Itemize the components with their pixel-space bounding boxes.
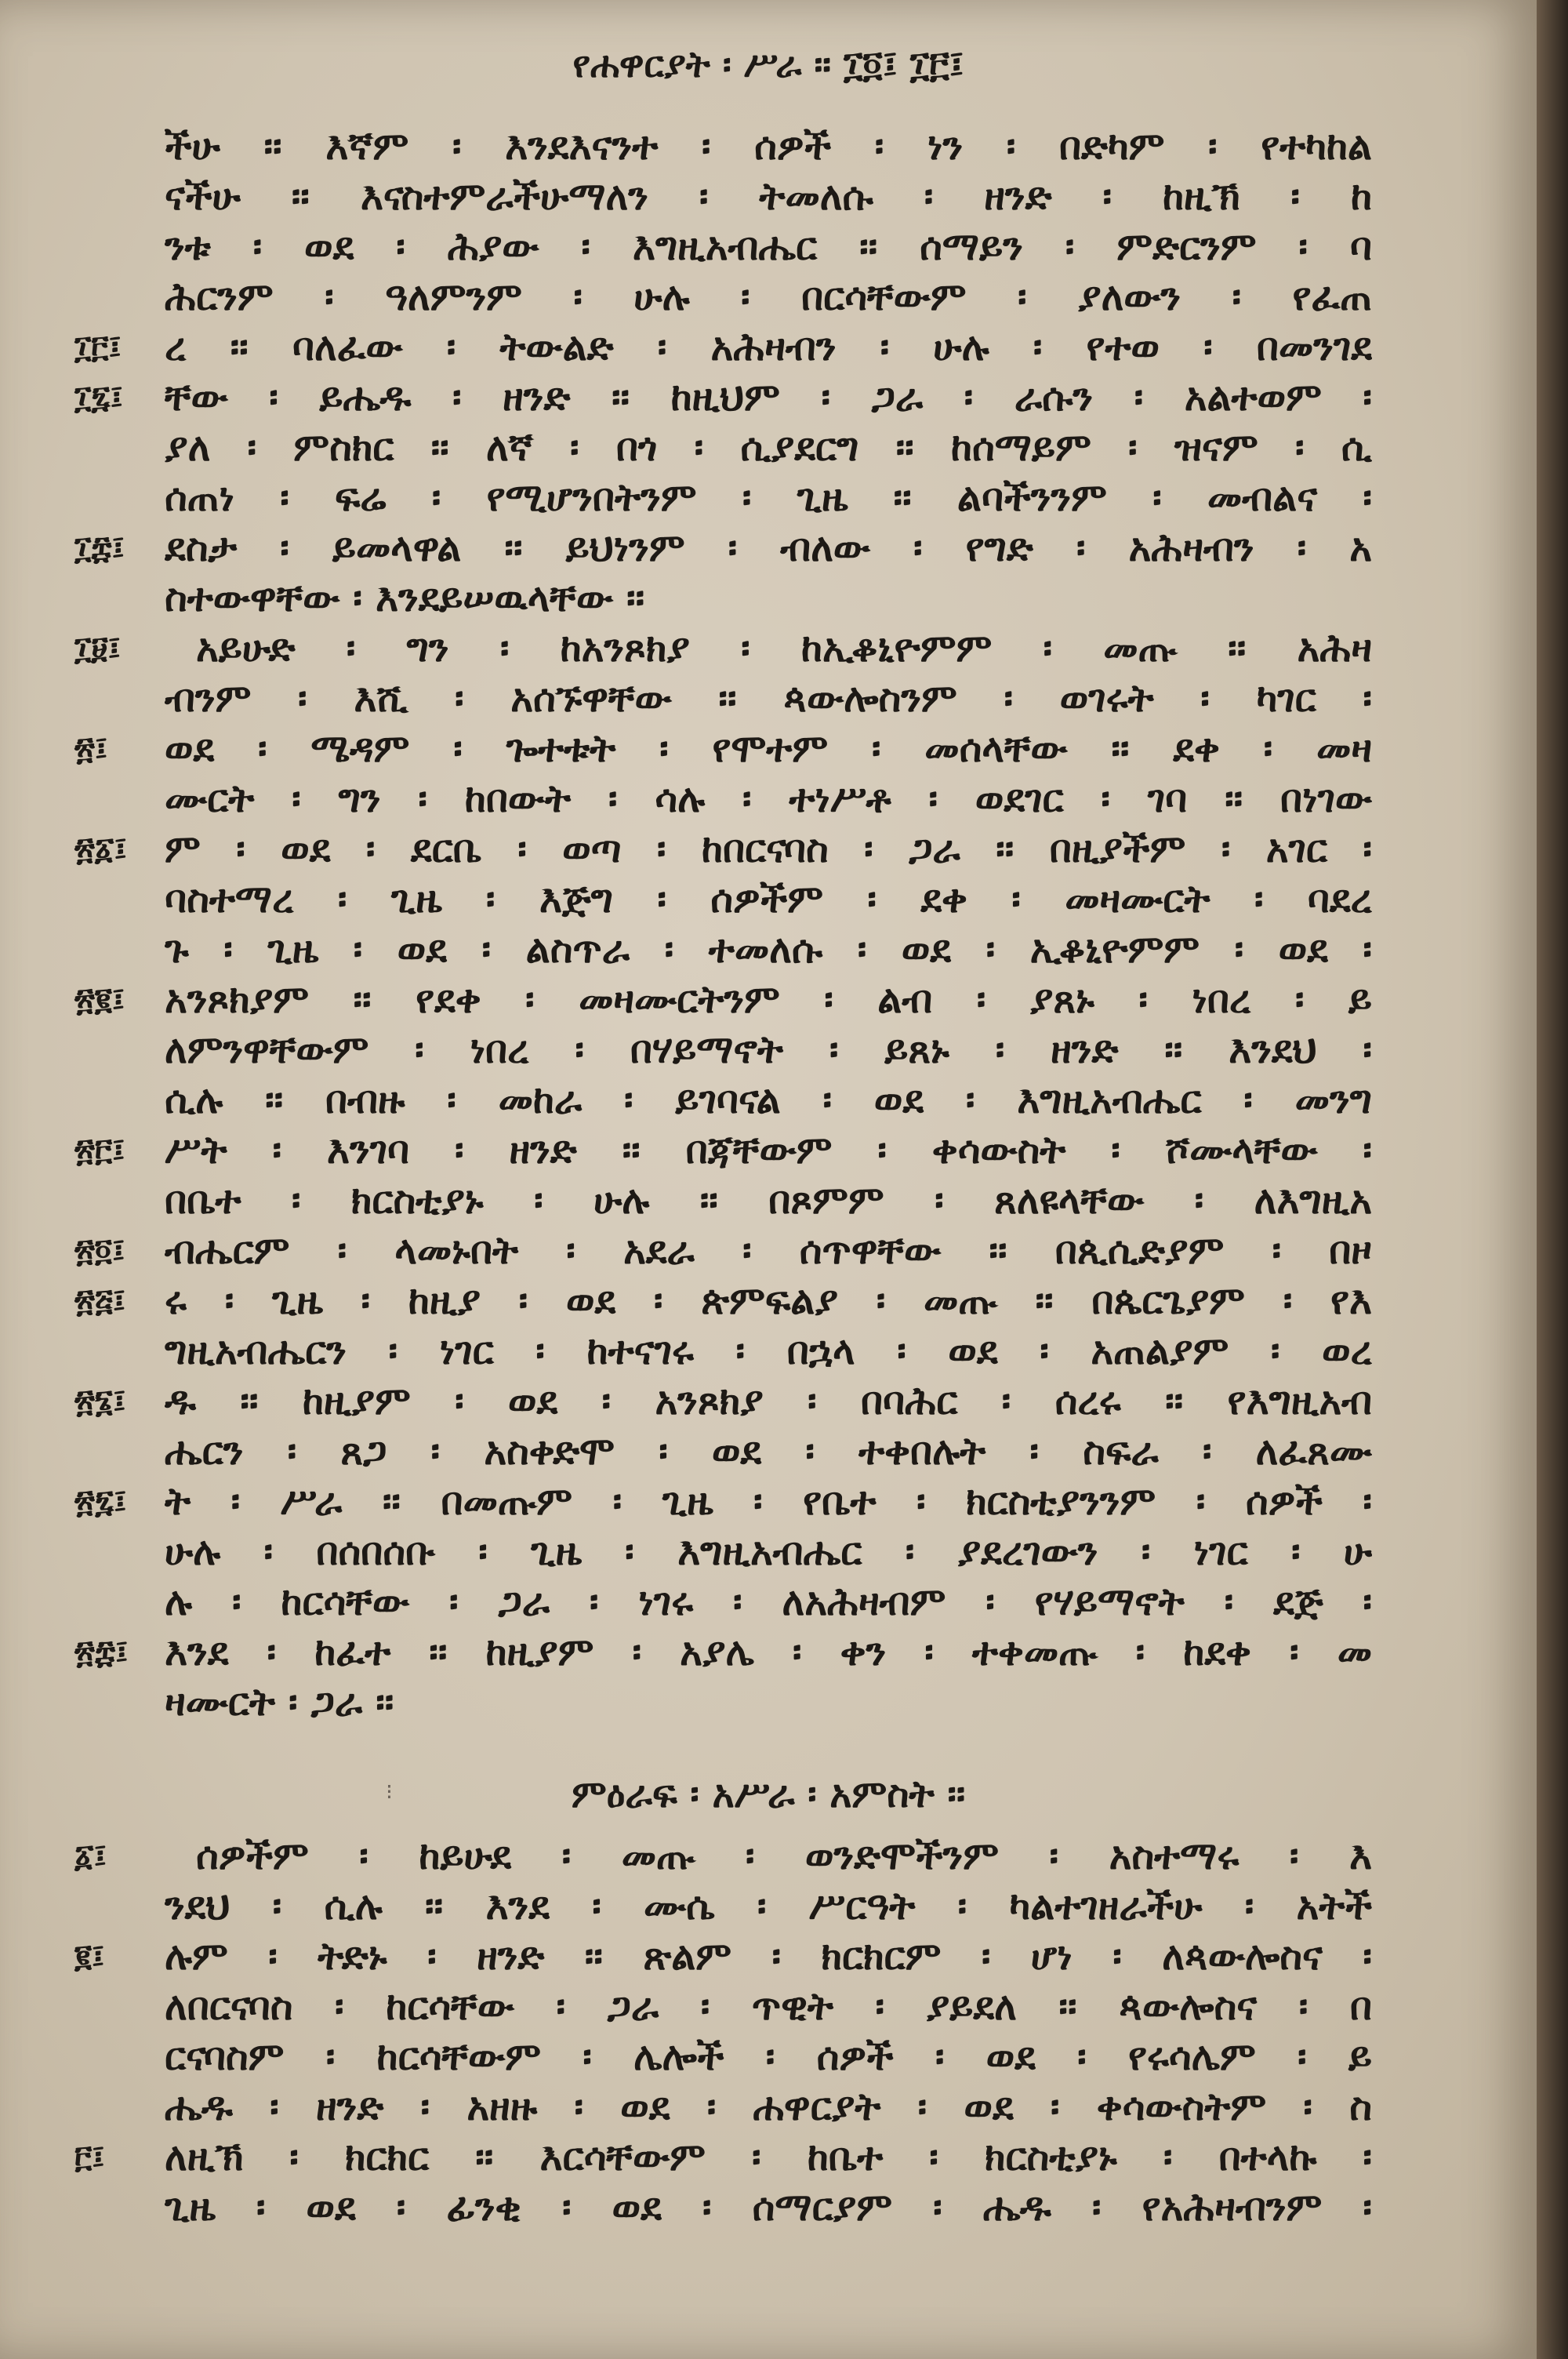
running-header: የሐዋርያት ፡ ሥራ ። ፲፬፤ ፲፫፤ — [572, 43, 964, 85]
text-line: ዱ ፡፡ ከዚያም ፡ ወደ ፡ አንጾክያ ፡ በባሕር ፡ ሰረሩ ፡፡ የእግዚአብ — [165, 1379, 1372, 1423]
text-line: ሥት ፡ እንገባ ፡ ዘንድ ፡፡ በጃቸውም ፡ ቀሳውስት ፡ ሾሙላቸው ፡ — [165, 1128, 1372, 1172]
verse-number: ፲፫፤ — [74, 329, 122, 365]
text-line: አንጾክያም ፡፡ የደቀ ፡ መዛሙርትንም ፡ ልብ ፡ ያጸኑ ፡ ነበረ ፡ ይ — [165, 977, 1372, 1022]
text-line: ለበርናባስ ፡ ከርሳቸው ፡ ጋራ ፡ ጥዊት ፡ ያይደለ ፡፡ ጳውሎስና ፡ በ — [165, 1984, 1372, 2029]
text-line: ት ፡ ሥራ ፡፡ በመጡም ፡ ጊዜ ፡ የቤተ ፡ ክርስቲያንንም ፡ ሰዎች ፡ — [165, 1479, 1372, 1524]
text-line: ጊዜ ፡ ወደ ፡ ፊንቂ ፡ ወደ ፡ ሰማርያም ፡ ሔዱ ፡ የአሕዛብንም ፡ — [165, 2185, 1372, 2230]
verse-number: ፳፪፤ — [74, 982, 125, 1018]
text-line: ረ ፡፡ ባለፈው ፡ ትውልድ ፡ አሕዛብን ፡ ሁሉ ፡ የተወ ፡ በመንገደ — [165, 325, 1372, 369]
text-line: ሉም ፡ ትድኑ ፡ ዘንድ ፡፡ ጽልም ፡ ክርክርም ፡ ሆነ ፡ ለጳውሎስና ፡ — [165, 1934, 1372, 1979]
text-line: ብሔርም ፡ ላመኑበት ፡ አደራ ፡ ሰጥዋቸው ፡፡ በጲሲድያም ፡ በዞ — [165, 1228, 1372, 1273]
verse-number: ፫፤ — [74, 2139, 105, 2175]
verse-number: ፪፤ — [74, 1939, 105, 1975]
text-line: ባስተማረ ፡ ጊዜ ፡ እጅግ ፡ ሰዎችም ፡ ደቀ ፡ መዛሙርት ፡ ባደረ — [165, 877, 1372, 921]
text-line: ወደ ፡ ሜዳም ፡ ጐተቱት ፡ የሞተም ፡ መሰላቸው ፡፡ ደቀ ፡ መዛ — [165, 726, 1372, 771]
verse-number: ፲፰፤ — [74, 530, 125, 566]
text-line: ደስታ ፡ ይመላዋል ፡፡ ይህነንም ፡ ብለው ፡ የግድ ፡ አሕዛብን ፡ አ — [165, 525, 1372, 570]
text-line: ም ፡ ወደ ፡ ደርቤ ፡ ወጣ ፡ ከበርናባስ ፡ ጋራ ፡፡ በዚያችም ፡ አገር ፡ — [165, 827, 1372, 871]
text-line: ሙርት ፡ ግን ፡ ከበውት ፡ ሳሉ ፡ ተነሥቶ ፡ ወደገር ፡ ገባ ፡፡ በነገው — [165, 776, 1372, 821]
text-line: ቸው ፡ ይሔዱ ፡ ዘንድ ፡፡ ከዚህም ፡ ጋራ ፡ ራሱን ፡ አልተወም ፡ — [165, 375, 1372, 420]
book-spine — [1537, 0, 1568, 2359]
text-line: ያለ ፡ ምስክር ፡፡ ለኛ ፡ በጎ ፡ ሲያደርግ ፡፡ ከሰማይም ፡ ዝናም ፡ ሲ — [165, 425, 1372, 470]
text-line: ናችሁ ፡፡ እናስተምራችሁማለን ፡ ትመለሱ ፡ ዘንድ ፡ ከዚኽ ፡ ከ — [165, 174, 1372, 219]
text-line: እንደ ፡ ከፈተ ፡፡ ከዚያም ፡ አያሌ ፡ ቀን ፡ ተቀመጡ ፡ ከደቀ ፡ መ — [165, 1630, 1372, 1674]
text-line: ብንም ፡ እሺ ፡ አሰኙዋቸው ፡፡ ጳውሎስንም ፡ ወገሩት ፡ ካገር ፡ — [165, 676, 1372, 721]
verse-number: ፳፭፤ — [74, 1283, 126, 1319]
text-line: ለምንዋቸውም ፡ ነበረ ፡ በሃይማኖት ፡ ይጸኑ ፡ ዘንድ ፡፡ እንደህ ፡ — [165, 1027, 1372, 1072]
text-line: ዛሙርት ፡ ጋራ ፡፡ — [165, 1680, 394, 1725]
verse-number: ፳፬፤ — [74, 1233, 125, 1269]
text-line: ርናባስም ፡ ከርሳቸውም ፡ ሌሎች ፡ ሰዎች ፡ ወደ ፡ የሩሳሌም ፡ ይ — [165, 2034, 1372, 2079]
verse-number: ፩፤ — [74, 1838, 107, 1874]
text-line: ግዚአብሔርን ፡ ነገር ፡ ከተናገሩ ፡ በኋላ ፡ ወደ ፡ አጠልያም ፡ ወረ — [165, 1329, 1372, 1373]
text-line: ለዚኽ ፡ ክርክር ፡፡ እርሳቸውም ፡ ከቤተ ፡ ክርስቲያኑ ፡ በተላኩ ፡ — [165, 2135, 1372, 2179]
verse-number: ፲፯፤ — [74, 380, 123, 416]
verse-number: ፳፮፤ — [74, 1383, 126, 1419]
ornament-mark: ⁝ — [386, 1779, 393, 1805]
text-line: ሕርንም ፡ ዓለምንም ፡ ሁሉ ፡ በርሳቸውም ፡ ያለውን ፡ የፈጠ — [165, 274, 1372, 319]
text-line: ችሁ ፡፡ እኛም ፡ እንደእናንተ ፡ ሰዎች ፡ ነን ፡ በድካም ፡ የተካከል — [165, 124, 1372, 169]
text-line: ሔዱ ፡ ዘንድ ፡ አዘዙ ፡ ወደ ፡ ሐዋርያት ፡ ወደ ፡ ቀሳውስትም ፡ ስ — [165, 2085, 1372, 2129]
text-line: ስተውዋቸው ፡ እንደይሠዉላቸው ፡፡ — [165, 576, 645, 620]
verse-number: ፳፯፤ — [74, 1484, 127, 1520]
text-line: ጉ ፡ ጊዜ ፡ ወደ ፡ ልስጥራ ፡ ተመለሱ ፡ ወደ ፡ ኢቆኒዮምም ፡ ወደ ፡ — [165, 927, 1372, 972]
verse-number: ፲፱፤ — [74, 631, 121, 667]
text-line: ሔርን ፡ ጸጋ ፡ አስቀድሞ ፡ ወደ ፡ ተቀበሉት ፡ ስፍራ ፡ ለፈጸሙ — [165, 1429, 1372, 1474]
text-line: ንቱ ፡ ወደ ፡ ሕያው ፡ እግዚአብሔር ፡፡ ሰማይን ፡ ምድርንም ፡ ባ — [165, 224, 1372, 269]
verse-number: ፳፫፤ — [74, 1132, 125, 1169]
verse-number: ፳፤ — [74, 731, 108, 767]
text-line: አይሁድ ፡ ግን ፡ ከአንጾክያ ፡ ከኢቆኒዮምም ፡ መጡ ፡፡ አሕዛ — [196, 626, 1372, 671]
text-line: ንደህ ፡ ሲሉ ፡፡ እንደ ፡ ሙሴ ፡ ሥርዓት ፡ ካልተገዘራችሁ ፡ አትች — [165, 1884, 1372, 1928]
text-line: ሲሉ ፡፡ በብዙ ፡ መከራ ፡ ይገባናል ፡ ወደ ፡ እግዚአብሔር ፡ መንግ — [165, 1078, 1372, 1122]
verse-number: ፳፩፤ — [74, 831, 127, 867]
text-line: ሁሉ ፡ በሰበሰቡ ፡ ጊዜ ፡ እግዚአብሔር ፡ ያደረገውን ፡ ነገር ፡ ሁ — [165, 1529, 1372, 1574]
text-line: ሩ ፡ ጊዜ ፡ ከዚያ ፡ ወደ ፡ ጵምፍልያ ፡ መጡ ፡፡ በጴርጌያም ፡ የእ — [165, 1278, 1372, 1323]
verse-number: ፳፰፤ — [74, 1634, 129, 1670]
chapter-title: ምዕራፍ ፡ አሥራ ፡ አምስት ፡፡ — [571, 1772, 966, 1816]
text-line: ሉ ፡ ከርሳቸው ፡ ጋራ ፡ ነገሩ ፡ ለአሕዛብም ፡ የሃይማኖት ፡ ደጅ ፡ — [165, 1579, 1372, 1624]
text-line: በቤተ ፡ ክርስቲያኑ ፡ ሁሉ ፡፡ በጾምም ፡ ጸለዩላቸው ፡ ለእግዚአ — [165, 1178, 1372, 1223]
text-line: ሰዎችም ፡ ከይሁደ ፡ መጡ ፡ ወንድሞችንም ፡ አስተማሩ ፡ እ — [196, 1834, 1372, 1878]
text-line: ሰጠነ ፡ ፍሬ ፡ የሚሆንበትንም ፡ ጊዜ ፡፡ ልባችንንም ፡ መብልና ፡ — [165, 475, 1372, 520]
